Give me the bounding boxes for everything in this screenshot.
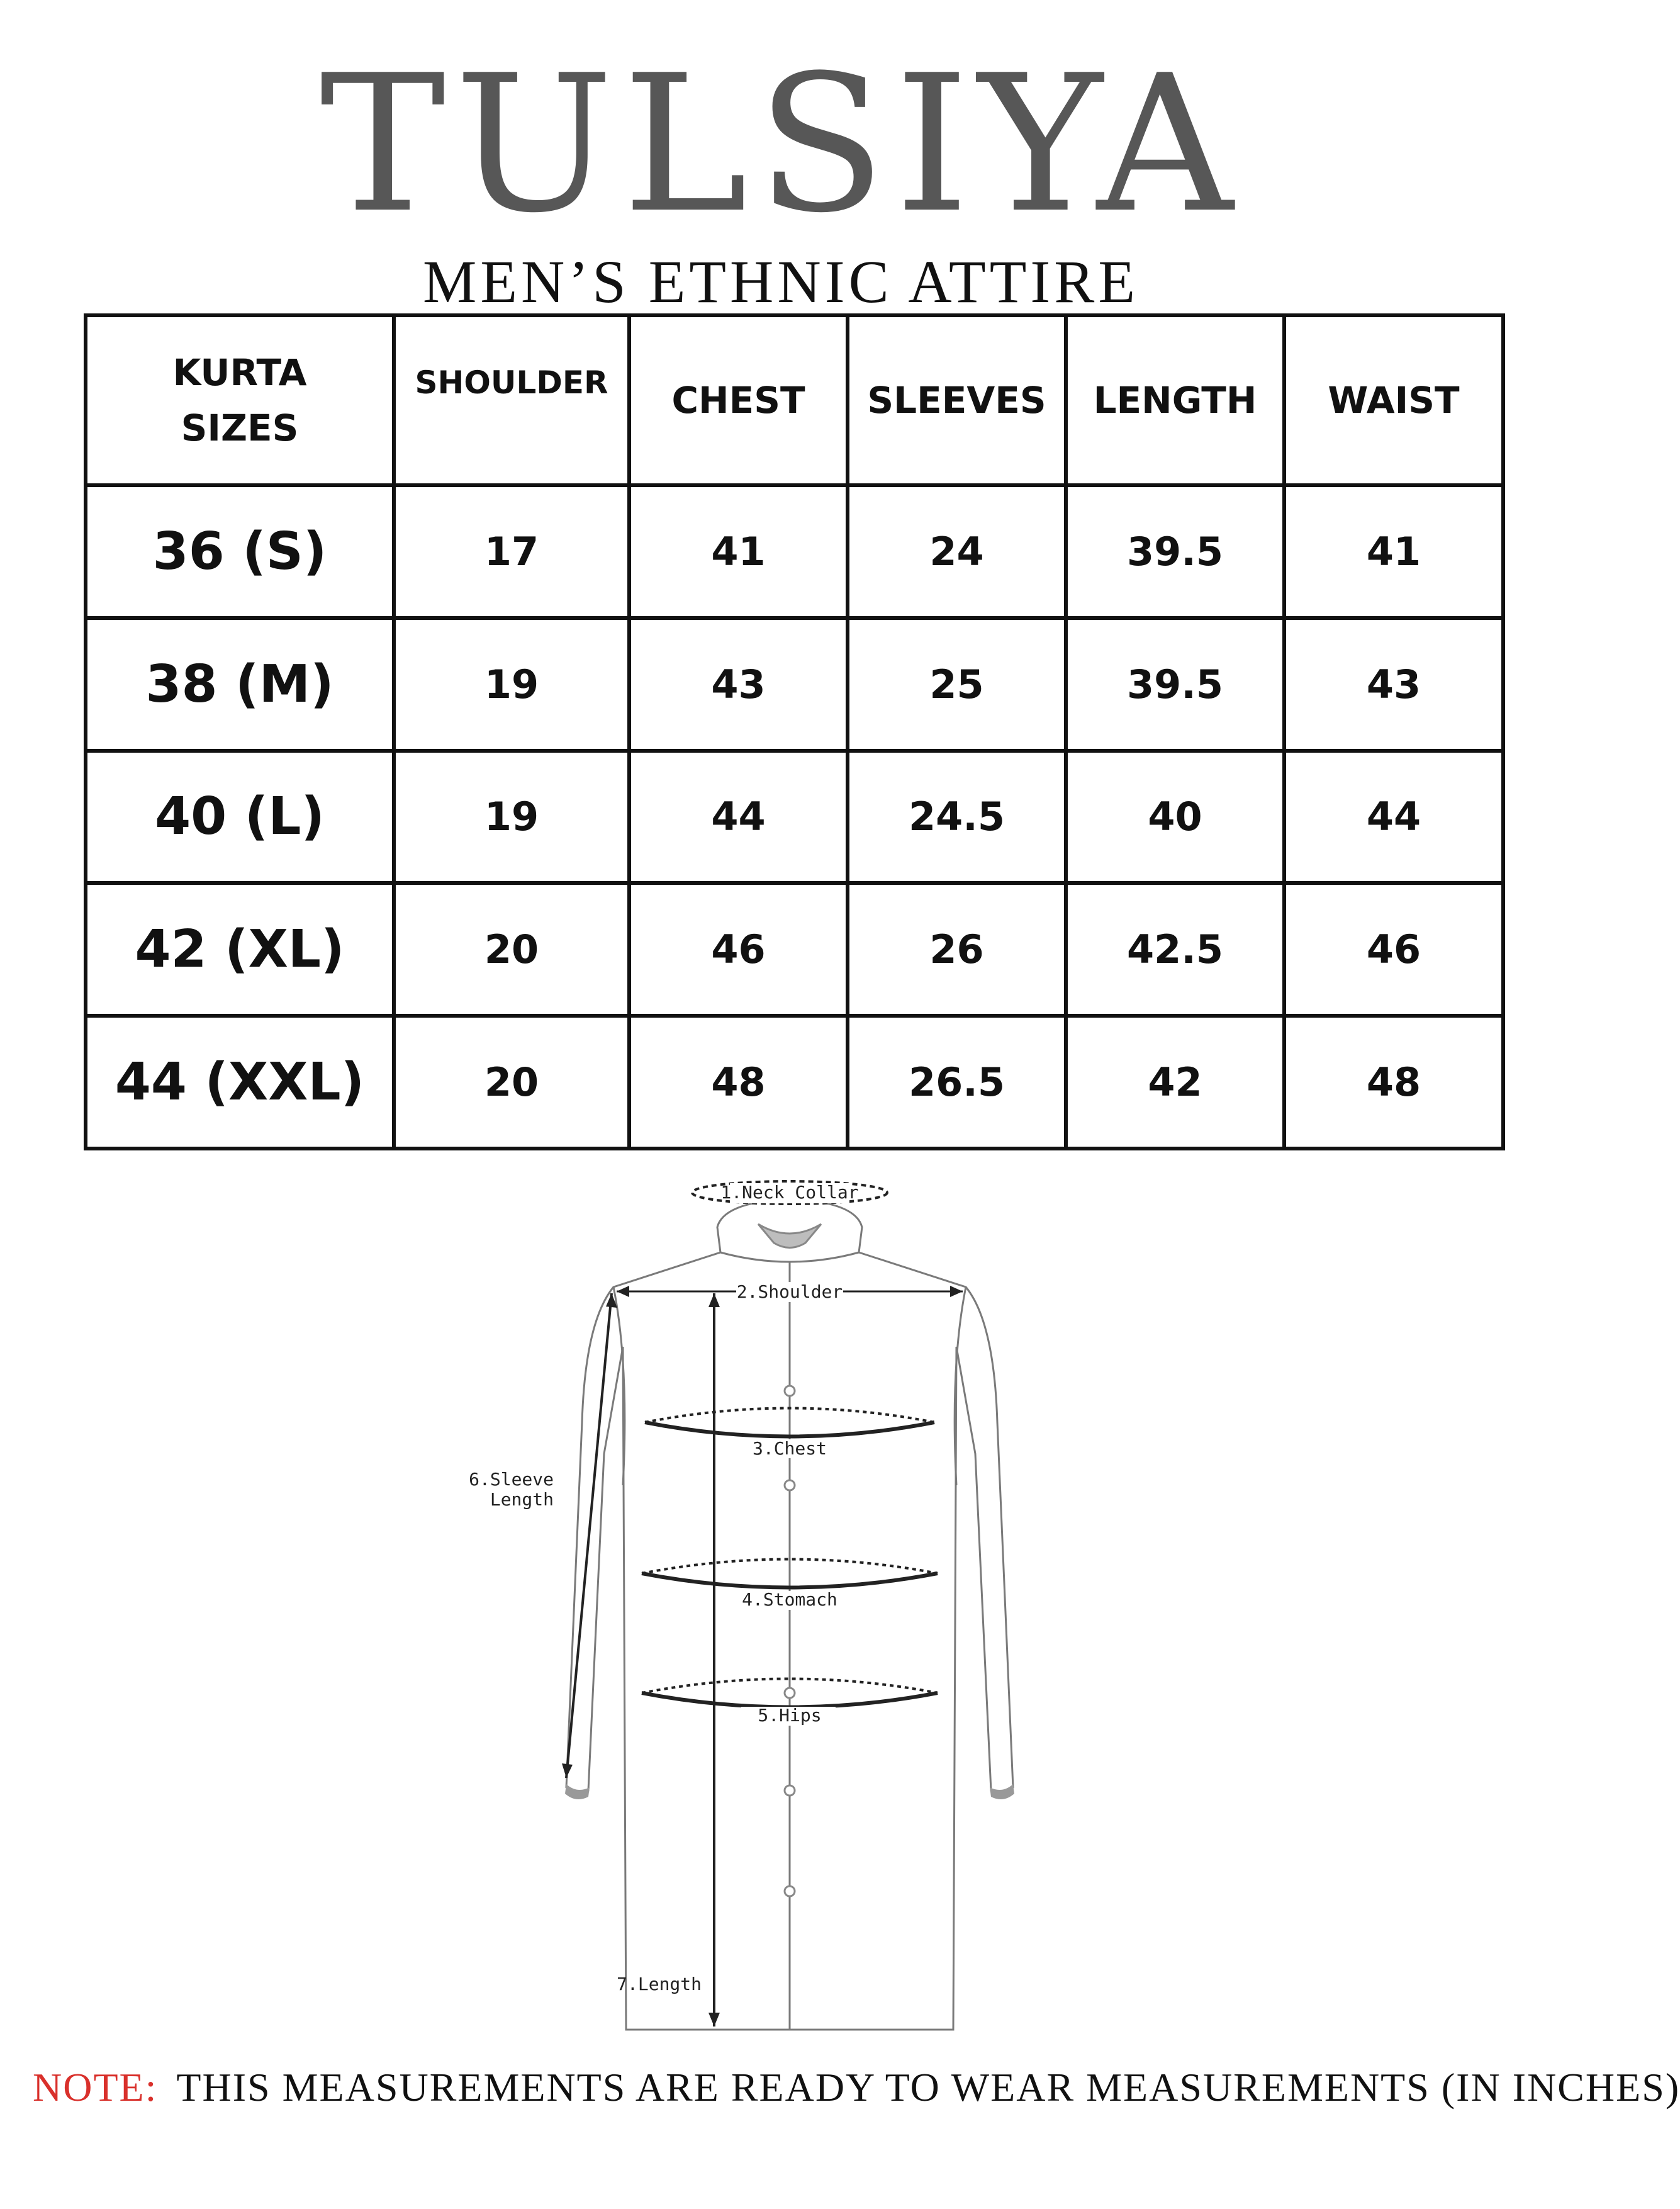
collar-inner-shading	[758, 1224, 821, 1248]
brand-tagline: MEN’S ETHNIC ATTIRE	[423, 248, 1139, 315]
measurement-note	[33, 2064, 1680, 2111]
size-chart-table	[84, 313, 1505, 1150]
cell-sleeves: 24	[848, 485, 1066, 618]
table-header-row	[86, 315, 1503, 485]
button-icon	[785, 1785, 795, 1796]
kurta-measurement-diagram	[469, 1158, 1070, 2033]
cell-size: 44 (XXL)	[86, 1016, 394, 1149]
button-icon	[785, 1480, 795, 1490]
arrow-head	[950, 1286, 963, 1297]
cell-chest: 43	[629, 618, 848, 751]
cell-shoulder: 20	[394, 1016, 629, 1149]
cell-shoulder: 19	[394, 751, 629, 884]
cell-sleeves: 25	[848, 618, 1066, 751]
table-row	[86, 883, 1503, 1016]
cell-waist: 46	[1284, 883, 1503, 1016]
cell-shoulder: 20	[394, 883, 629, 1016]
label-sleeve-length: Length	[490, 1489, 554, 1510]
cell-length: 39.5	[1066, 618, 1284, 751]
button-icon	[785, 1386, 795, 1396]
cell-chest: 48	[629, 1016, 848, 1149]
label-sleeve: 6.Sleeve	[469, 1469, 554, 1490]
cell-length: 42	[1066, 1016, 1284, 1149]
note-label: NOTE:	[33, 2065, 158, 2110]
cell-length: 39.5	[1066, 485, 1284, 618]
header-waist: WAIST	[1284, 315, 1503, 485]
label-shoulder: 2.Shoulder	[736, 1281, 843, 1302]
cell-chest: 46	[629, 883, 848, 1016]
header-chest: CHEST	[629, 315, 848, 485]
label-stomach: 4.Stomach	[742, 1589, 837, 1610]
cell-shoulder: 19	[394, 618, 629, 751]
cell-chest: 41	[629, 485, 848, 618]
header-sleeves: SLEEVES	[848, 315, 1066, 485]
cell-waist: 43	[1284, 618, 1503, 751]
cell-sleeves: 26	[848, 883, 1066, 1016]
table-row	[86, 618, 1503, 751]
cell-size: 38 (M)	[86, 618, 394, 751]
header-length: LENGTH	[1066, 315, 1284, 485]
cuff-left	[565, 1784, 590, 1799]
cell-length: 40	[1066, 751, 1284, 884]
header-kurta-sizes: KURTA SIZES	[86, 315, 394, 485]
cell-size: 42 (XL)	[86, 883, 394, 1016]
collar-outline	[717, 1199, 862, 1262]
cell-waist: 41	[1284, 485, 1503, 618]
button-icon	[785, 1886, 795, 1896]
cell-waist: 44	[1284, 751, 1503, 884]
cell-size: 40 (L)	[86, 751, 394, 884]
arrow-head	[708, 1293, 720, 1307]
cell-shoulder: 17	[394, 485, 629, 618]
cell-size: 36 (S)	[86, 485, 394, 618]
cell-sleeves: 24.5	[848, 751, 1066, 884]
table-row	[86, 751, 1503, 884]
arrow-head	[617, 1286, 629, 1297]
note-text: THIS MEASUREMENTS ARE READY TO WEAR MEASUREMENTS (IN INCHES)	[176, 2065, 1680, 2110]
cuff-right	[990, 1784, 1014, 1799]
label-neck-collar: 1.Neck Collar	[720, 1182, 859, 1203]
arrow-head	[708, 2013, 720, 2026]
header-shoulder: SHOULDER	[394, 315, 629, 485]
label-hips: 5.Hips	[758, 1705, 822, 1726]
table-row	[86, 1016, 1503, 1149]
cell-chest: 44	[629, 751, 848, 884]
sleeve-length-guide	[566, 1293, 612, 1778]
button-icon	[785, 1688, 795, 1698]
label-chest: 3.Chest	[752, 1438, 827, 1459]
cell-sleeves: 26.5	[848, 1016, 1066, 1149]
label-length: 7.Length	[617, 1974, 702, 1994]
table-row	[86, 485, 1503, 618]
brand-logo: TULSIYA	[320, 35, 1242, 254]
arrow-head	[562, 1763, 573, 1778]
cell-length: 42.5	[1066, 883, 1284, 1016]
cell-waist: 48	[1284, 1016, 1503, 1149]
